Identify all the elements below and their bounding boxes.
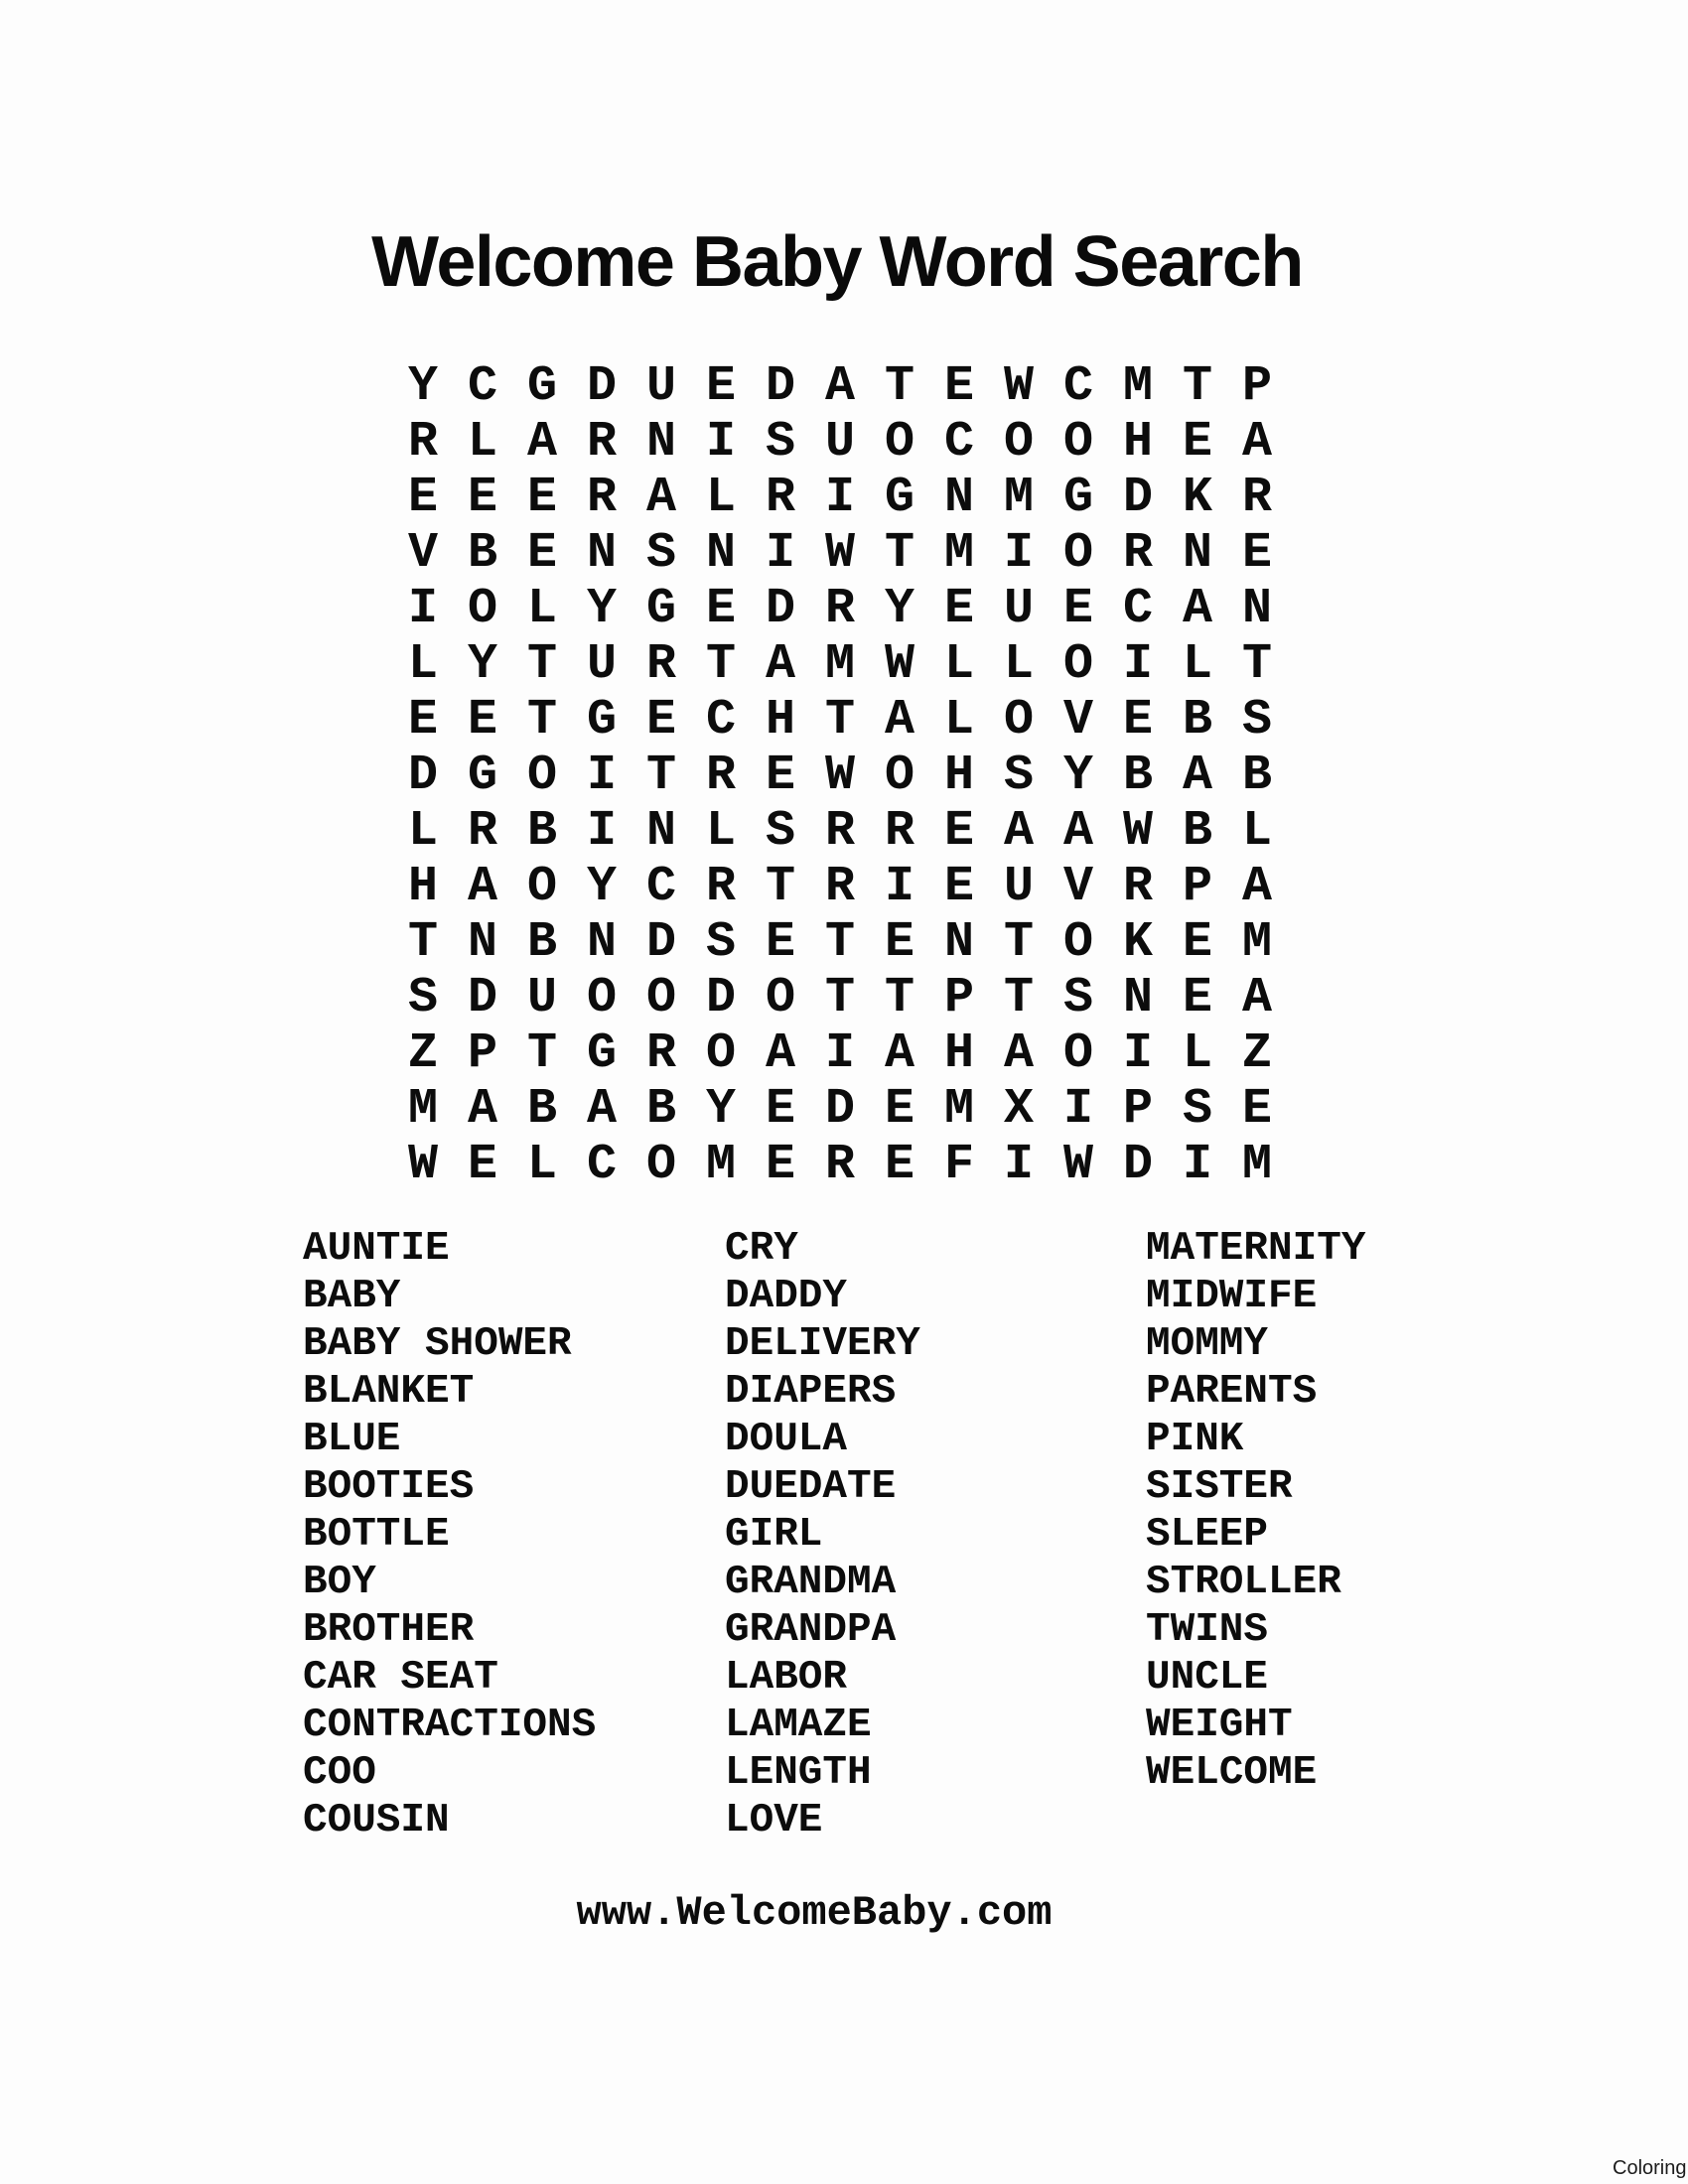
grid-cell-letter: M [1003, 469, 1034, 526]
grid-cell-letter: S [1241, 691, 1272, 749]
grid-cell-letter: I [1122, 1024, 1153, 1082]
word-item: BLANKET [303, 1369, 475, 1415]
grid-cell-letter: D [407, 747, 438, 804]
grid-cell-letter: E [1241, 1080, 1272, 1138]
grid-cell-letter: L [467, 413, 497, 471]
grid-cell-letter: E [467, 691, 497, 749]
grid-cell-letter: E [1182, 969, 1212, 1026]
grid-cell-letter: N [586, 913, 617, 971]
grid-cell-letter: R [1122, 524, 1153, 582]
grid-cell-letter: Y [586, 858, 617, 915]
word-item: AUNTIE [303, 1226, 450, 1272]
word-list-column-1 [303, 1225, 596, 1844]
grid-cell-letter: L [526, 580, 557, 637]
grid-cell-letter: U [586, 635, 617, 693]
grid-cell-letter: S [407, 969, 438, 1026]
grid-cell-letter: T [824, 913, 855, 971]
word-item: TWINS [1146, 1607, 1269, 1653]
grid-cell-letter: G [1062, 469, 1093, 526]
grid-cell-letter: D [586, 357, 617, 415]
grid-cell-letter: A [1003, 1024, 1034, 1082]
grid-cell-letter: R [824, 1136, 855, 1193]
grid-cell-letter: N [943, 469, 974, 526]
grid-cell-letter: O [1062, 1024, 1093, 1082]
grid-row [393, 914, 1287, 970]
grid-cell-letter: C [1062, 357, 1093, 415]
grid-cell-letter: O [884, 747, 914, 804]
grid-cell-letter: I [1003, 524, 1034, 582]
grid-cell-letter: A [824, 357, 855, 415]
grid-cell-letter: I [1062, 1080, 1093, 1138]
grid-cell-letter: A [1182, 580, 1212, 637]
grid-cell-letter: E [1241, 524, 1272, 582]
grid-cell-letter: R [1122, 858, 1153, 915]
grid-row [393, 970, 1287, 1025]
grid-cell-letter: N [467, 913, 497, 971]
grid-cell-letter: A [1182, 747, 1212, 804]
grid-cell-letter: E [765, 747, 795, 804]
grid-cell-letter: G [645, 580, 676, 637]
word-item: COO [303, 1750, 376, 1796]
grid-cell-letter: V [407, 524, 438, 582]
grid-cell-letter: M [1241, 913, 1272, 971]
grid-cell-letter: G [526, 357, 557, 415]
grid-cell-letter: D [824, 1080, 855, 1138]
grid-cell-letter: Z [1241, 1024, 1272, 1082]
grid-cell-letter: T [1241, 635, 1272, 693]
grid-cell-letter: S [705, 913, 736, 971]
grid-cell-letter: T [645, 747, 676, 804]
grid-cell-letter: A [884, 691, 914, 749]
grid-cell-letter: D [467, 969, 497, 1026]
grid-cell-letter: A [467, 858, 497, 915]
grid-cell-letter: L [407, 802, 438, 860]
grid-row [393, 803, 1287, 859]
grid-cell-letter: R [705, 747, 736, 804]
grid-cell-letter: S [765, 413, 795, 471]
grid-cell-letter: U [824, 413, 855, 471]
grid-cell-letter: P [943, 969, 974, 1026]
grid-cell-letter: M [1241, 1136, 1272, 1193]
word-item: PINK [1146, 1417, 1244, 1462]
word-item: CONTRACTIONS [303, 1703, 597, 1748]
grid-cell-letter: T [884, 969, 914, 1026]
grid-cell-letter: G [586, 1024, 617, 1082]
grid-cell-letter: O [1003, 413, 1034, 471]
grid-cell-letter: E [943, 357, 974, 415]
grid-cell-letter: H [765, 691, 795, 749]
word-item: LENGTH [725, 1750, 872, 1796]
grid-row [393, 1025, 1287, 1081]
grid-cell-letter: I [824, 469, 855, 526]
letter-grid [393, 358, 1287, 1192]
grid-cell-letter: T [526, 1024, 557, 1082]
grid-cell-letter: O [765, 969, 795, 1026]
grid-cell-letter: L [705, 802, 736, 860]
word-item: BLUE [303, 1417, 401, 1462]
grid-cell-letter: C [645, 858, 676, 915]
grid-cell-letter: I [884, 858, 914, 915]
grid-cell-letter: R [467, 802, 497, 860]
word-item: CRY [725, 1226, 798, 1272]
grid-cell-letter: N [1182, 524, 1212, 582]
word-item: BOY [303, 1560, 376, 1605]
grid-cell-letter: O [884, 413, 914, 471]
grid-cell-letter: Y [407, 357, 438, 415]
word-item: WEIGHT [1146, 1703, 1293, 1748]
grid-cell-letter: T [765, 858, 795, 915]
word-item: DADDY [725, 1274, 848, 1319]
grid-cell-letter: M [824, 635, 855, 693]
grid-cell-letter: E [765, 1136, 795, 1193]
grid-cell-letter: E [884, 913, 914, 971]
grid-cell-letter: A [1241, 413, 1272, 471]
word-item: GIRL [725, 1512, 823, 1558]
grid-cell-letter: O [467, 580, 497, 637]
grid-cell-letter: U [1003, 858, 1034, 915]
grid-cell-letter: I [1122, 635, 1153, 693]
word-item: LABOR [725, 1655, 848, 1701]
word-item: DIAPERS [725, 1369, 897, 1415]
grid-cell-letter: G [884, 469, 914, 526]
grid-cell-letter: C [1122, 580, 1153, 637]
grid-cell-letter: D [705, 969, 736, 1026]
grid-cell-letter: N [645, 802, 676, 860]
grid-cell-letter: B [526, 802, 557, 860]
grid-cell-letter: E [943, 802, 974, 860]
grid-cell-letter: F [943, 1136, 974, 1193]
grid-cell-letter: M [943, 1080, 974, 1138]
grid-cell-letter: K [1182, 469, 1212, 526]
grid-cell-letter: A [1241, 969, 1272, 1026]
word-item: BROTHER [303, 1607, 475, 1653]
grid-cell-letter: N [645, 413, 676, 471]
grid-cell-letter: E [884, 1136, 914, 1193]
word-item: MIDWIFE [1146, 1274, 1318, 1319]
grid-cell-letter: P [1241, 357, 1272, 415]
grid-row [393, 470, 1287, 525]
word-item: GRANDMA [725, 1560, 897, 1605]
grid-cell-letter: E [645, 691, 676, 749]
grid-cell-letter: C [586, 1136, 617, 1193]
grid-cell-letter: O [586, 969, 617, 1026]
grid-row [393, 525, 1287, 581]
grid-cell-letter: N [1241, 580, 1272, 637]
grid-row [393, 859, 1287, 914]
grid-cell-letter: A [526, 413, 557, 471]
grid-cell-letter: E [765, 1080, 795, 1138]
grid-cell-letter: W [1003, 357, 1034, 415]
grid-row [393, 692, 1287, 748]
grid-cell-letter: S [645, 524, 676, 582]
grid-row [393, 358, 1287, 414]
grid-cell-letter: O [1062, 413, 1093, 471]
word-item: LOVE [725, 1798, 823, 1843]
grid-cell-letter: G [467, 747, 497, 804]
word-item: SLEEP [1146, 1512, 1269, 1558]
grid-cell-letter: W [1122, 802, 1153, 860]
grid-cell-letter: A [1241, 858, 1272, 915]
grid-cell-letter: R [824, 580, 855, 637]
word-item: LAMAZE [725, 1703, 872, 1748]
grid-cell-letter: E [467, 1136, 497, 1193]
word-item: COUSIN [303, 1798, 450, 1843]
word-list-column-2 [725, 1225, 920, 1844]
grid-cell-letter: Y [586, 580, 617, 637]
grid-cell-letter: A [1062, 802, 1093, 860]
grid-cell-letter: O [526, 747, 557, 804]
watermark-text: Coloring [1613, 2157, 1687, 2179]
grid-cell-letter: A [467, 1080, 497, 1138]
grid-row [393, 636, 1287, 692]
grid-cell-letter: W [1062, 1136, 1093, 1193]
grid-cell-letter: O [1062, 635, 1093, 693]
grid-cell-letter: R [586, 413, 617, 471]
grid-cell-letter: Y [884, 580, 914, 637]
grid-cell-letter: S [1062, 969, 1093, 1026]
grid-cell-letter: O [526, 858, 557, 915]
grid-row [393, 414, 1287, 470]
grid-cell-letter: P [1122, 1080, 1153, 1138]
grid-cell-letter: E [1062, 580, 1093, 637]
grid-cell-letter: D [645, 913, 676, 971]
grid-cell-letter: S [1182, 1080, 1212, 1138]
word-item: BOTTLE [303, 1512, 450, 1558]
word-item: DELIVERY [725, 1321, 920, 1367]
grid-cell-letter: O [1062, 524, 1093, 582]
grid-cell-letter: T [884, 357, 914, 415]
grid-cell-letter: E [884, 1080, 914, 1138]
grid-cell-letter: R [705, 858, 736, 915]
grid-cell-letter: W [407, 1136, 438, 1193]
grid-cell-letter: N [1122, 969, 1153, 1026]
grid-cell-letter: C [705, 691, 736, 749]
grid-row [393, 1081, 1287, 1137]
grid-cell-letter: T [824, 969, 855, 1026]
grid-cell-letter: B [526, 1080, 557, 1138]
grid-cell-letter: E [705, 580, 736, 637]
grid-cell-letter: A [765, 635, 795, 693]
grid-cell-letter: E [705, 357, 736, 415]
grid-cell-letter: B [467, 524, 497, 582]
word-item: DOULA [725, 1417, 848, 1462]
grid-cell-letter: L [407, 635, 438, 693]
grid-cell-letter: A [765, 1024, 795, 1082]
grid-cell-letter: W [824, 524, 855, 582]
word-item: PARENTS [1146, 1369, 1318, 1415]
word-item: SISTER [1146, 1464, 1293, 1510]
grid-cell-letter: O [645, 969, 676, 1026]
grid-cell-letter: N [943, 913, 974, 971]
grid-cell-letter: I [586, 747, 617, 804]
grid-cell-letter: A [645, 469, 676, 526]
grid-cell-letter: A [884, 1024, 914, 1082]
word-item: BABY [303, 1274, 401, 1319]
grid-cell-letter: D [1122, 469, 1153, 526]
grid-cell-letter: O [705, 1024, 736, 1082]
grid-cell-letter: H [943, 747, 974, 804]
grid-cell-letter: L [1241, 802, 1272, 860]
grid-cell-letter: E [943, 580, 974, 637]
grid-cell-letter: T [884, 524, 914, 582]
grid-cell-letter: N [705, 524, 736, 582]
grid-cell-letter: T [705, 635, 736, 693]
word-item: MATERNITY [1146, 1226, 1366, 1272]
grid-cell-letter: R [645, 635, 676, 693]
grid-cell-letter: S [1003, 747, 1034, 804]
grid-cell-letter: I [1003, 1136, 1034, 1193]
grid-cell-letter: E [1182, 413, 1212, 471]
grid-cell-letter: E [1122, 691, 1153, 749]
grid-cell-letter: R [1241, 469, 1272, 526]
grid-cell-letter: B [526, 913, 557, 971]
grid-cell-letter: L [1182, 635, 1212, 693]
grid-cell-letter: E [1182, 913, 1212, 971]
word-item: STROLLER [1146, 1560, 1341, 1605]
grid-cell-letter: L [1003, 635, 1034, 693]
grid-cell-letter: E [943, 858, 974, 915]
grid-cell-letter: E [407, 691, 438, 749]
grid-cell-letter: T [407, 913, 438, 971]
grid-row [393, 581, 1287, 636]
grid-cell-letter: D [1122, 1136, 1153, 1193]
word-list-column-3 [1146, 1225, 1365, 1797]
word-item: BABY SHOWER [303, 1321, 572, 1367]
grid-cell-letter: R [645, 1024, 676, 1082]
grid-cell-letter: H [407, 858, 438, 915]
grid-cell-letter: T [824, 691, 855, 749]
grid-cell-letter: H [1122, 413, 1153, 471]
page-title: Welcome Baby Word Search [371, 222, 1303, 302]
grid-cell-letter: T [1003, 913, 1034, 971]
grid-cell-letter: M [705, 1136, 736, 1193]
grid-cell-letter: Y [467, 635, 497, 693]
grid-cell-letter: E [765, 913, 795, 971]
grid-cell-letter: I [765, 524, 795, 582]
grid-cell-letter: I [824, 1024, 855, 1082]
grid-cell-letter: E [526, 524, 557, 582]
grid-cell-letter: L [943, 635, 974, 693]
grid-cell-letter: E [407, 469, 438, 526]
grid-cell-letter: L [1182, 1024, 1212, 1082]
grid-cell-letter: I [705, 413, 736, 471]
grid-row [393, 748, 1287, 803]
word-item: CAR SEAT [303, 1655, 498, 1701]
grid-cell-letter: R [765, 469, 795, 526]
grid-cell-letter: O [1003, 691, 1034, 749]
word-item: DUEDATE [725, 1464, 897, 1510]
word-item: BOOTIES [303, 1464, 475, 1510]
grid-cell-letter: L [943, 691, 974, 749]
grid-cell-letter: E [467, 469, 497, 526]
grid-cell-letter: G [586, 691, 617, 749]
grid-cell-letter: A [586, 1080, 617, 1138]
grid-cell-letter: W [884, 635, 914, 693]
grid-cell-letter: B [1122, 747, 1153, 804]
grid-cell-letter: R [824, 802, 855, 860]
grid-cell-letter: B [1182, 802, 1212, 860]
grid-cell-letter: O [1062, 913, 1093, 971]
grid-cell-letter: V [1062, 691, 1093, 749]
grid-cell-letter: C [943, 413, 974, 471]
grid-cell-letter: O [645, 1136, 676, 1193]
grid-cell-letter: R [407, 413, 438, 471]
grid-cell-letter: M [943, 524, 974, 582]
grid-cell-letter: P [1182, 858, 1212, 915]
grid-cell-letter: R [824, 858, 855, 915]
grid-cell-letter: L [705, 469, 736, 526]
grid-cell-letter: T [526, 691, 557, 749]
grid-cell-letter: T [526, 635, 557, 693]
grid-cell-letter: I [407, 580, 438, 637]
grid-cell-letter: D [765, 580, 795, 637]
grid-cell-letter: Y [1062, 747, 1093, 804]
grid-cell-letter: E [526, 469, 557, 526]
grid-cell-letter: L [526, 1136, 557, 1193]
grid-cell-letter: Y [705, 1080, 736, 1138]
word-item: GRANDPA [725, 1607, 897, 1653]
grid-cell-letter: A [1003, 802, 1034, 860]
grid-cell-letter: R [586, 469, 617, 526]
grid-cell-letter: N [586, 524, 617, 582]
grid-cell-letter: U [1003, 580, 1034, 637]
grid-cell-letter: I [1182, 1136, 1212, 1193]
footer-url: www.WelcomeBaby.com [576, 1889, 1053, 1937]
grid-cell-letter: S [765, 802, 795, 860]
grid-cell-letter: B [1241, 747, 1272, 804]
word-item: UNCLE [1146, 1655, 1269, 1701]
word-item: MOMMY [1146, 1321, 1269, 1367]
grid-row [393, 1137, 1287, 1192]
word-item: WELCOME [1146, 1750, 1318, 1796]
grid-cell-letter: M [1122, 357, 1153, 415]
grid-cell-letter: D [765, 357, 795, 415]
grid-cell-letter: P [467, 1024, 497, 1082]
grid-cell-letter: Z [407, 1024, 438, 1082]
grid-cell-letter: M [407, 1080, 438, 1138]
grid-cell-letter: X [1003, 1080, 1034, 1138]
grid-cell-letter: U [526, 969, 557, 1026]
grid-cell-letter: K [1122, 913, 1153, 971]
grid-cell-letter: B [645, 1080, 676, 1138]
grid-cell-letter: U [645, 357, 676, 415]
grid-cell-letter: I [586, 802, 617, 860]
grid-cell-letter: W [824, 747, 855, 804]
grid-cell-letter: C [467, 357, 497, 415]
grid-cell-letter: T [1182, 357, 1212, 415]
grid-cell-letter: V [1062, 858, 1093, 915]
grid-cell-letter: R [884, 802, 914, 860]
grid-cell-letter: H [943, 1024, 974, 1082]
grid-cell-letter: T [1003, 969, 1034, 1026]
grid-cell-letter: B [1182, 691, 1212, 749]
